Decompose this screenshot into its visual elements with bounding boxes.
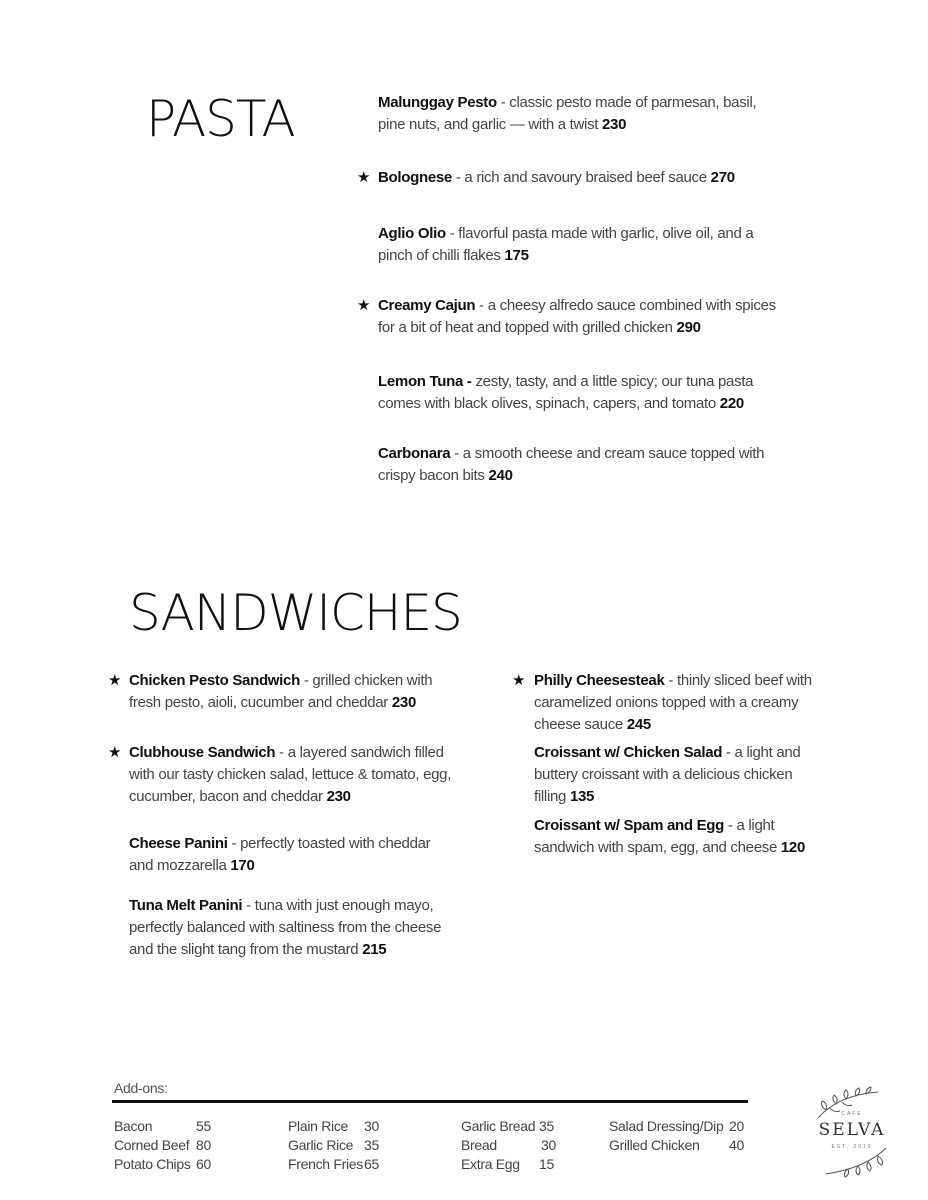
menu-item-creamy-cajun [378, 295, 788, 339]
item-description: - thinly sliced beef with caramelized onions topped with a creamy cheese sauce [534, 672, 812, 733]
item-description: - flavorful pasta made with garlic, olive oil, and a pinch of chilli flakes [378, 225, 754, 264]
item-price: 230 [326, 788, 351, 805]
item-name: Carbonara [378, 445, 451, 462]
logo-top-text: CAFE [841, 1111, 863, 1117]
addon-price: 60 [196, 1156, 211, 1172]
addon-price: 40 [729, 1137, 744, 1153]
addon-price: 80 [196, 1137, 211, 1153]
item-name: Philly Cheesesteak [534, 672, 665, 689]
sandwiches-section-title: SANDWICHES [129, 584, 462, 642]
addon-name: Bacon [114, 1118, 153, 1134]
star-icon: ★ [512, 672, 526, 689]
item-name: Clubhouse Sandwich [129, 744, 276, 761]
menu-item-lemon-tuna [378, 371, 778, 415]
star-icon: ★ [357, 169, 371, 186]
addon-price: 15 [539, 1156, 554, 1172]
addon-price: 35 [364, 1137, 379, 1153]
addon-name: Potato Chips [114, 1156, 191, 1172]
addons-column-3 [461, 1117, 556, 1174]
addon-name: Garlic Rice [288, 1137, 354, 1153]
addon-row [288, 1136, 379, 1155]
addon-price: 20 [729, 1118, 744, 1134]
addon-price: 65 [364, 1156, 379, 1172]
item-description: - a cheesy alfredo sauce combined with spices for a bit of heat and topped with grilled chicken [378, 297, 776, 336]
addon-row [114, 1155, 211, 1174]
item-price: 240 [488, 467, 513, 484]
item-description: - perfectly toasted with cheddar and mozzarella [129, 835, 431, 874]
item-price: 245 [626, 716, 651, 733]
logo-name: SELVA [818, 1120, 886, 1140]
item-description: - a layered sandwich filled with our tasty chicken salad, lettuce & tomato, egg, cucumber, bacon and cheddar [129, 744, 452, 805]
menu-item-bolognese [378, 167, 778, 189]
addon-row [461, 1117, 556, 1136]
addon-name: Salad Dressing/Dip [609, 1118, 724, 1134]
addon-row [461, 1155, 556, 1174]
addons-label: Add-ons: [114, 1080, 168, 1096]
item-name: Croissant w/ Chicken Salad [534, 744, 723, 761]
menu-item-carbonara [378, 443, 778, 487]
item-description: - classic pesto made of parmesan, basil, pine nuts, and garlic — with a twist [378, 94, 757, 133]
addons-divider [112, 1100, 748, 1103]
addon-name: French Fries [288, 1156, 363, 1172]
item-price: 270 [710, 169, 735, 186]
addon-row [288, 1117, 379, 1136]
addon-name: Corned Beef [114, 1137, 190, 1153]
addon-name: Plain Rice [288, 1118, 349, 1134]
item-description: - grilled chicken with fresh pesto, aioli, cucumber and cheddar [129, 672, 433, 711]
item-description: - tuna with just enough mayo, perfectly balanced with saltiness from the cheese and the slight tang from the mustard [129, 897, 442, 958]
item-name: Chicken Pesto Sandwich [129, 672, 300, 689]
item-price: 220 [719, 395, 744, 412]
item-description: - a light sandwich with spam, egg, and cheese [534, 817, 781, 856]
addon-row [461, 1136, 556, 1155]
item-price: 135 [569, 788, 595, 805]
menu-item-cheese-panini [129, 833, 449, 877]
item-description: - a light and buttery croissant with a delicious chicken filling [534, 744, 801, 805]
addon-row [114, 1136, 211, 1155]
menu-item-chicken-pesto-sandwich [129, 670, 449, 714]
item-description: zesty, tasty, and a little spicy; our tuna pasta comes with black olives, spinach, capers, and tomato [378, 373, 754, 412]
star-icon: ★ [108, 744, 122, 761]
menu-item-tuna-melt-panini [129, 895, 459, 961]
addons-column-1 [114, 1117, 211, 1174]
addon-row [609, 1117, 744, 1136]
menu-item-croissant-spam-egg [534, 815, 824, 859]
addons-column-2 [288, 1117, 379, 1174]
addon-name: Grilled Chicken [609, 1137, 700, 1153]
pasta-section-title: PASTA [146, 90, 295, 148]
addon-row [288, 1155, 379, 1174]
menu-item-aglio-olio [378, 223, 778, 267]
item-description: - a rich and savoury braised beef sauce [451, 169, 711, 186]
item-price: 230 [391, 694, 416, 711]
addon-row [114, 1117, 211, 1136]
addon-name: Garlic Bread [461, 1118, 536, 1134]
item-price: 175 [504, 247, 529, 264]
star-icon: ★ [357, 297, 371, 314]
menu-item-malunggay-pesto [378, 92, 778, 136]
item-price: 170 [230, 857, 255, 874]
menu-item-croissant-chicken-salad [534, 742, 824, 808]
item-description: - a smooth cheese and cream sauce topped with crispy bacon bits [378, 445, 765, 484]
item-name: Cheese Panini [129, 835, 228, 852]
item-price: 215 [362, 941, 387, 958]
menu-item-clubhouse-sandwich [129, 742, 469, 808]
item-name: Lemon Tuna - [378, 373, 476, 390]
menu-item-philly-cheesesteak [534, 670, 834, 736]
addons-column-4 [609, 1117, 744, 1155]
item-price: 290 [676, 319, 701, 336]
item-name: Tuna Melt Panini [129, 897, 243, 914]
addon-price: 30 [364, 1118, 379, 1134]
addon-price: 30 [541, 1137, 556, 1153]
item-name: Creamy Cajun [378, 297, 476, 314]
addon-name: Extra Egg [461, 1156, 520, 1172]
logo-bottom-text: EST. 2019 [831, 1144, 873, 1150]
item-name: Croissant w/ Spam and Egg [534, 817, 725, 834]
addon-row [609, 1136, 744, 1155]
item-price: 230 [602, 116, 627, 133]
addon-price: 55 [196, 1118, 211, 1134]
item-name: Aglio Olio [378, 225, 446, 242]
item-name: Bolognese [378, 169, 452, 186]
addon-name: Bread [461, 1137, 497, 1153]
star-icon: ★ [108, 672, 122, 689]
item-name: Malunggay Pesto [378, 94, 497, 111]
item-price: 120 [780, 839, 805, 856]
cafe-selva-logo [812, 1084, 892, 1180]
addon-price: 35 [539, 1118, 554, 1134]
